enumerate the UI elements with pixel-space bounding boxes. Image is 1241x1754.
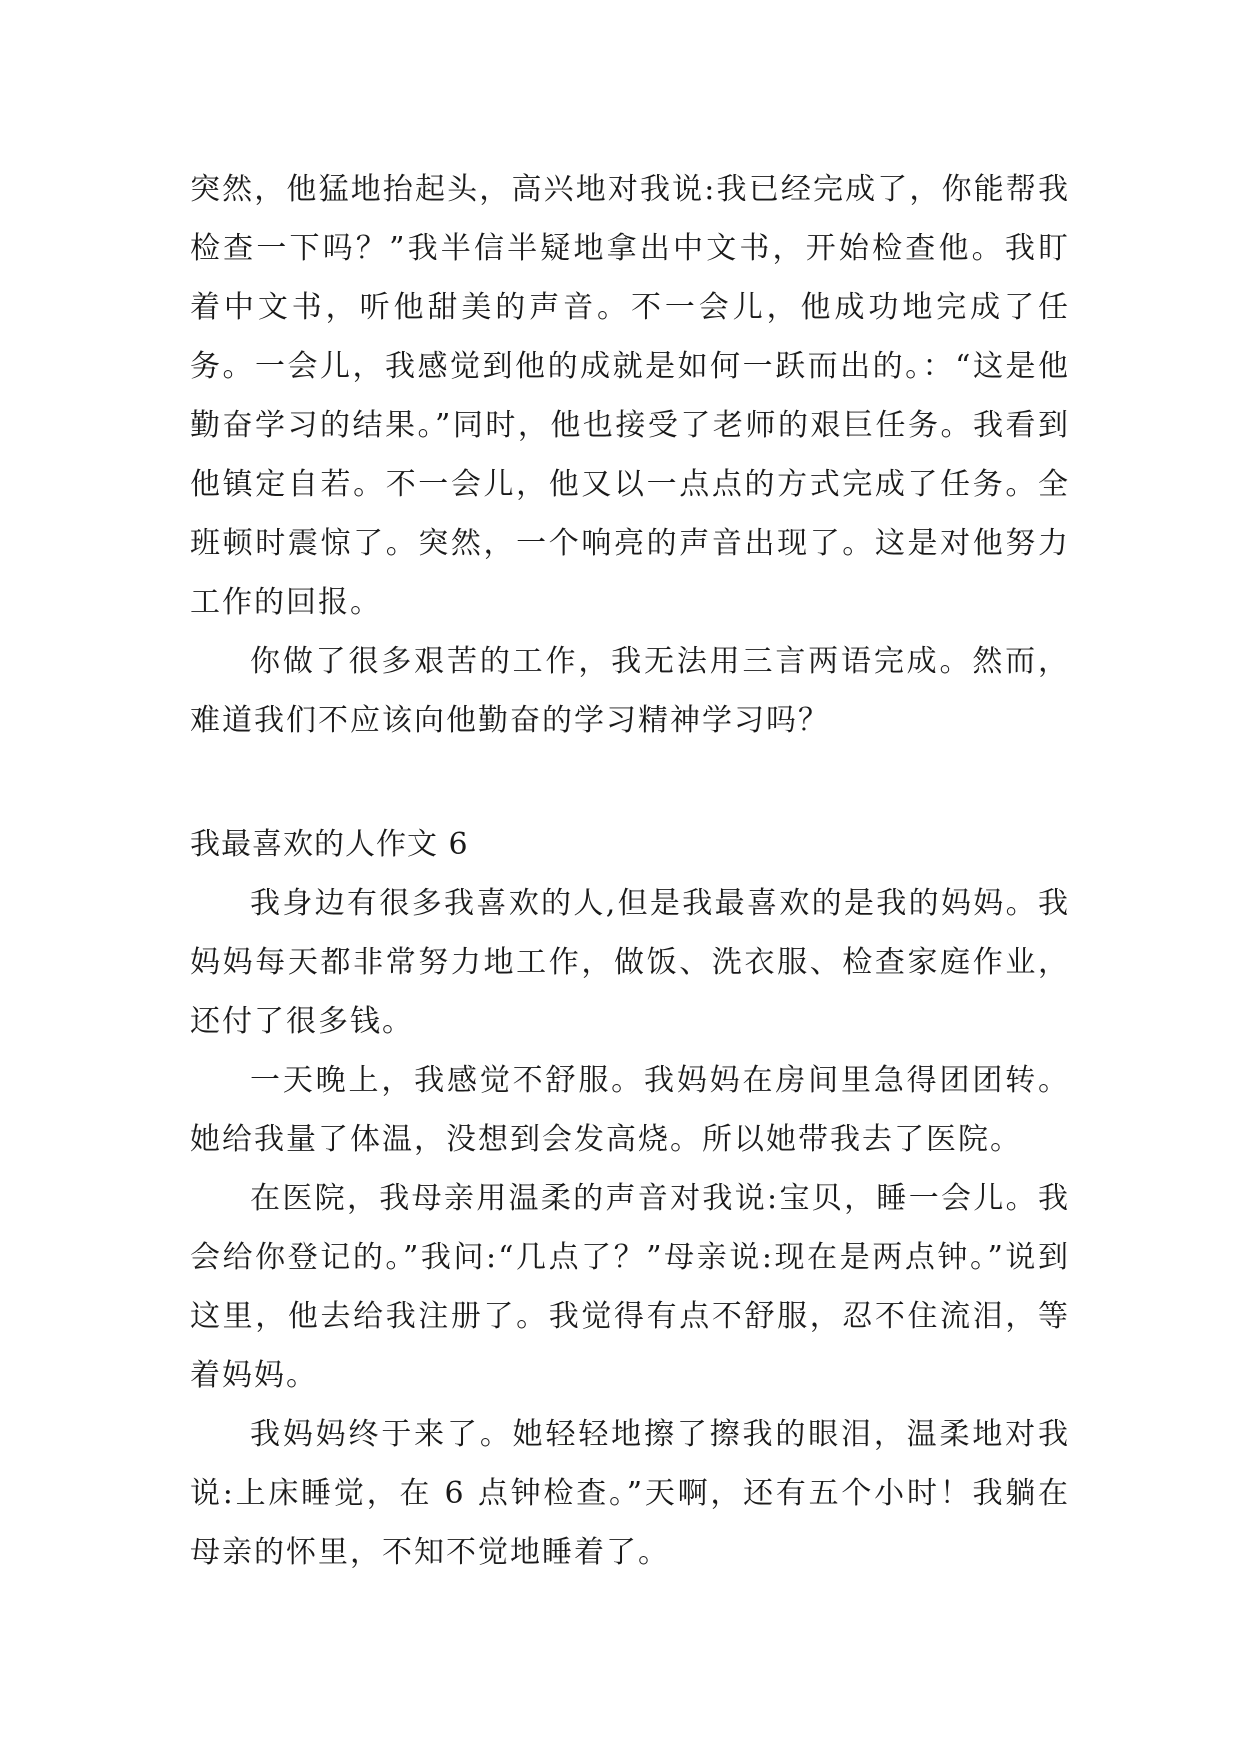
paragraph-section-4: 我妈妈终于来了。她轻轻地擦了擦我的眼泪，温柔地对我说:上床睡觉，在 6 点钟检查。”天啊，还有五个小时！我躺在母亲的怀里，不知不觉地睡着了。: [190, 1417, 1070, 1570]
section-title: 我最喜欢的人作文 6: [190, 827, 469, 862]
paragraph-continuation-1: 突然，他猛地抬起头，高兴地对我说:我已经完成了，你能帮我检查一下吗？”我半信半疑地拿出中文书，开始检查他。我盯着中文书，听他甜美的声音。不一会儿，他成功地完成了任务。一会儿，我感觉到他的成就是如何一跃而出的。：“这是他勤奋学习的结果。”同时，他也接受了老师的艰巨任务。我看到他镇定自若。不一会儿，他又以一点点的方式完成了任务。全班顿时震惊了。突然，一个响亮的声音出现了。这是对他努力工作的回报。: [190, 172, 1070, 620]
document-body: [190, 160, 1070, 1582]
paragraph-section-2: 一天晚上，我感觉不舒服。我妈妈在房间里急得团团转。她给我量了体温，没想到会发高烧。所以她带我去了医院。: [190, 1063, 1070, 1157]
paragraph-section-3: 在医院，我母亲用温柔的声音对我说:宝贝，睡一会儿。我会给你登记的。”我问:“几点了？”母亲说:现在是两点钟。”说到这里，他去给我注册了。我觉得有点不舒服，忍不住流泪，等着妈妈。: [190, 1181, 1070, 1393]
paragraph-section-1: 我身边有很多我喜欢的人,但是我最喜欢的是我的妈妈。我妈妈每天都非常努力地工作，做饭、洗衣服、检查家庭作业，还付了很多钱。: [190, 886, 1070, 1039]
paragraph-continuation-2: 你做了很多艰苦的工作，我无法用三言两语完成。然而，难道我们不应该向他勤奋的学习精神学习吗？: [190, 644, 1070, 738]
